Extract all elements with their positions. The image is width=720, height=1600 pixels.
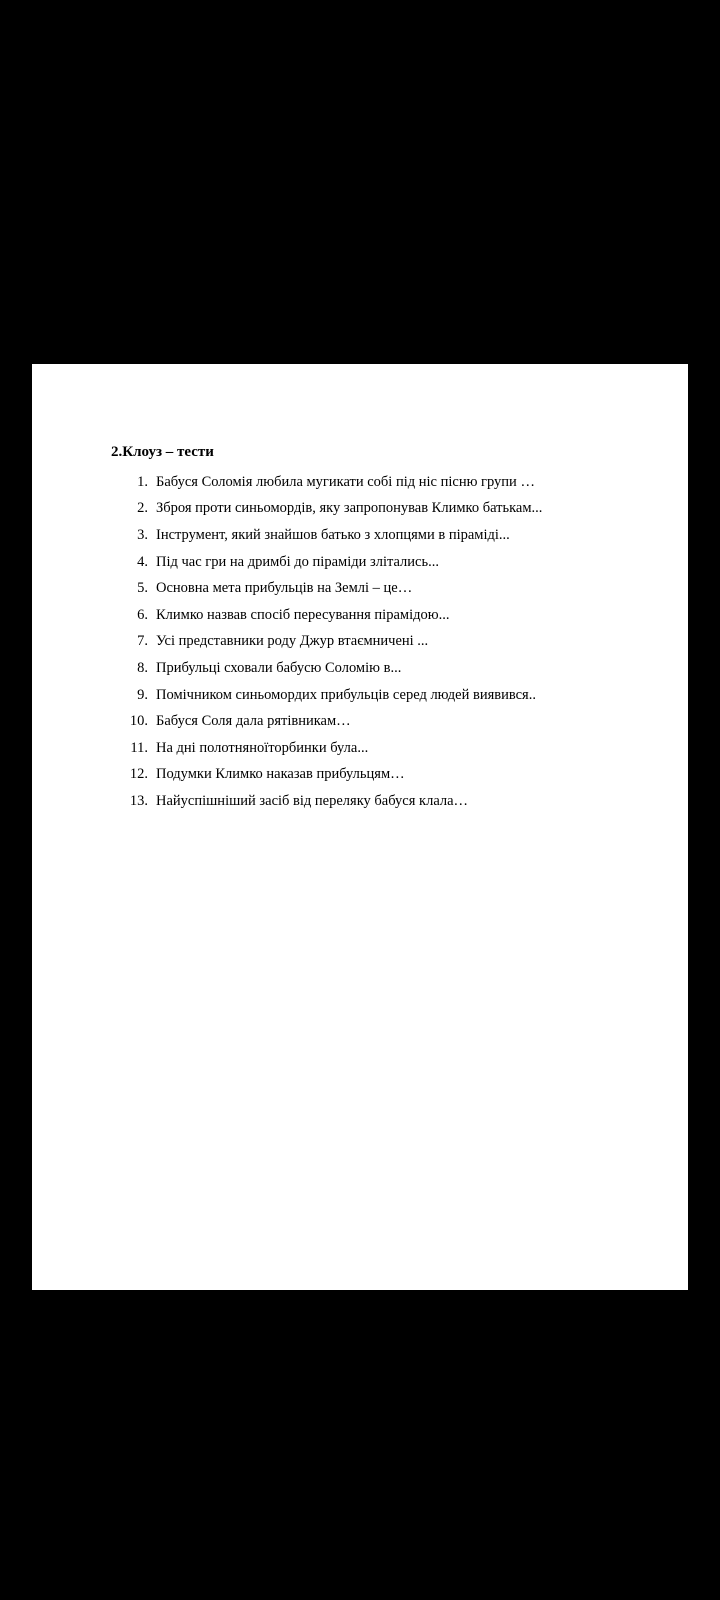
question-item	[122, 549, 542, 576]
question-number: 4.	[137, 553, 148, 570]
question-number: 3.	[137, 526, 148, 543]
question-item	[122, 655, 542, 682]
question-item	[122, 762, 542, 789]
question-item	[122, 496, 542, 523]
question-text: Основна мета прибульців на Землі – це…	[156, 580, 413, 597]
question-text: Бабуся Соломія любила мугикати собі під ніс пісню групи …	[156, 473, 535, 490]
question-text: Помічником синьомордих прибульців серед людей виявився..	[156, 686, 536, 703]
question-text: Климко назвав спосіб пересування пірамідою...	[156, 606, 450, 623]
question-item	[122, 682, 542, 709]
document-page	[32, 364, 688, 1290]
question-number: 5.	[137, 580, 148, 597]
question-item	[122, 522, 542, 549]
question-text: Під час гри на дримбі до піраміди злітались...	[156, 553, 439, 570]
question-number: 6.	[137, 606, 148, 623]
question-number: 13.	[129, 792, 148, 809]
question-number: 7.	[137, 633, 148, 650]
question-item	[122, 469, 542, 496]
question-text: Прибульці сховали бабусю Соломію в...	[156, 659, 402, 676]
question-number: 11.	[130, 739, 148, 756]
question-item	[122, 735, 542, 762]
question-text: Бабуся Соля дала рятівникам…	[156, 713, 351, 730]
question-text: Подумки Климко наказав прибульцям…	[156, 766, 405, 783]
question-list	[122, 469, 542, 815]
question-text: Усі представники роду Джур втаємничені ...	[156, 633, 429, 650]
question-text: Найуспішніший засіб від переляку бабуся клала…	[156, 792, 469, 809]
question-item	[122, 575, 542, 602]
question-text: Інструмент, який знайшов батько з хлопцями в піраміді...	[156, 526, 510, 543]
question-text: На дні полотняноїторбинки була...	[156, 739, 369, 756]
question-item	[122, 788, 542, 815]
question-number: 9.	[137, 686, 148, 703]
question-number: 10.	[129, 713, 148, 730]
question-number: 1.	[137, 473, 148, 490]
question-item	[122, 708, 542, 735]
question-number: 2.	[137, 500, 148, 517]
question-text: Зброя проти синьомордів, яку запропонував Климко батькам...	[156, 500, 543, 517]
section-title: 2.Клоуз – тести	[111, 444, 214, 460]
question-item	[122, 602, 542, 629]
question-number: 8.	[137, 659, 148, 676]
question-item	[122, 629, 542, 656]
question-number: 12.	[129, 766, 148, 783]
